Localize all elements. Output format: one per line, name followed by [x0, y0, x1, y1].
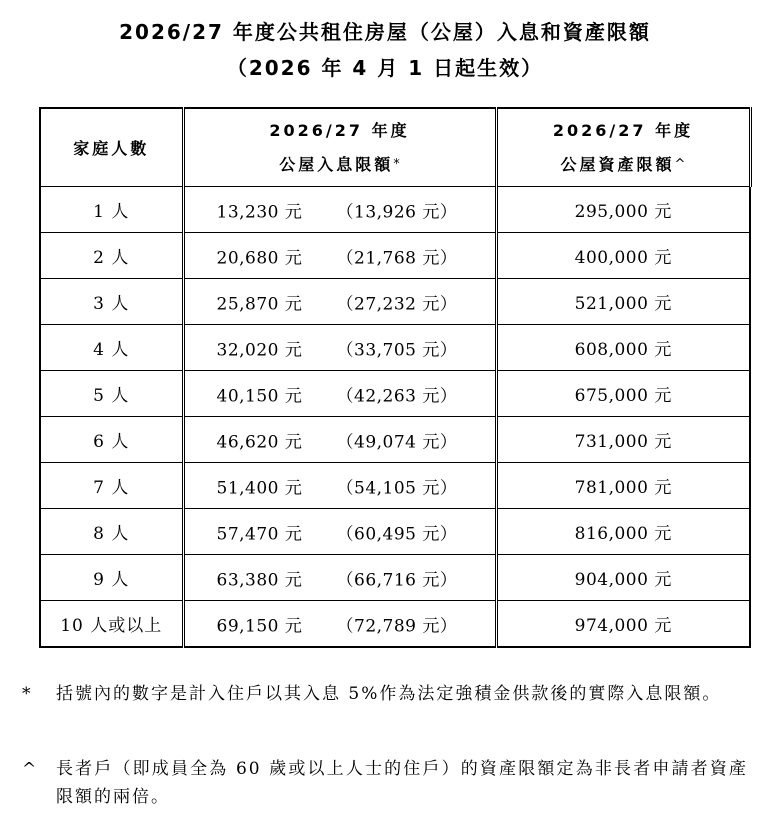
table-row [40, 325, 750, 371]
asset-limit-cell: 904,000 元 [496, 555, 750, 601]
household-size-cell: 7 人 [40, 463, 183, 509]
income-limit-cell [183, 417, 496, 463]
table-header-row [40, 108, 750, 187]
household-size-cell: 4 人 [40, 325, 183, 371]
header-income-label: 公屋入息限額 [279, 154, 394, 174]
income-limit-cell [183, 187, 496, 233]
table-row [40, 279, 750, 325]
income-limit-value: 69,150 元 [216, 616, 303, 636]
asset-limit-cell: 816,000 元 [496, 509, 750, 555]
income-limit-value: 25,870 元 [216, 294, 303, 314]
table-row [40, 601, 750, 648]
income-limit-value: 57,470 元 [216, 524, 303, 544]
table-row [40, 417, 750, 463]
income-limit-net-value: （21,768 元） [336, 248, 458, 268]
income-limit-cell [183, 325, 496, 371]
header-asset-limit [496, 108, 750, 187]
income-limit-net-value: （66,716 元） [336, 570, 458, 590]
footnote-income-text: 括號內的數字是計入住戶以其入息 5%作為法定強積金供款後的實際入息限額。 [56, 684, 722, 704]
income-limit-net-value: （42,263 元） [336, 386, 458, 406]
header-income-limit [183, 108, 496, 187]
asset-limit-cell: 675,000 元 [496, 371, 750, 417]
household-size-cell: 9 人 [40, 555, 183, 601]
asset-limit-cell: 974,000 元 [496, 601, 750, 648]
footnote-asterisk: * [22, 684, 31, 704]
asset-limit-cell: 521,000 元 [496, 279, 750, 325]
table-row [40, 555, 750, 601]
income-limit-net-value: （60,495 元） [336, 524, 458, 544]
table-row [40, 233, 750, 279]
income-limit-net-value: （33,705 元） [336, 340, 458, 360]
limits-table [39, 107, 752, 648]
household-size-cell: 6 人 [40, 417, 183, 463]
income-limit-net-value: （54,105 元） [336, 478, 458, 498]
income-limit-value: 13,230 元 [216, 202, 303, 222]
table-row [40, 187, 750, 233]
asset-limit-cell: 295,000 元 [496, 187, 750, 233]
income-limit-cell [183, 601, 496, 648]
household-size-cell: 2 人 [40, 233, 183, 279]
income-limit-cell [183, 233, 496, 279]
income-limit-cell [183, 279, 496, 325]
footnote-elderly-text: 長者戶（即成員全為 60 歲或以上人士的住戶）的資產限額定為非長者申請者資產限額的兩倍。 [56, 759, 748, 807]
header-asset-mark: ^ [674, 156, 686, 172]
income-limit-net-value: （27,232 元） [336, 294, 458, 314]
income-limit-value: 63,380 元 [216, 570, 303, 590]
income-limit-net-value: （72,789 元） [336, 616, 458, 636]
income-limit-value: 40,150 元 [216, 386, 303, 406]
asset-limit-cell: 731,000 元 [496, 417, 750, 463]
income-limit-net-value: （49,074 元） [336, 432, 458, 452]
income-limit-value: 51,400 元 [216, 478, 303, 498]
page-title: 2026/27 年度公共租住房屋（公屋）入息和資產限額 [119, 20, 651, 44]
household-size-cell: 3 人 [40, 279, 183, 325]
footnote-income [18, 680, 748, 708]
header-asset-year: 2026/27 年度 [552, 120, 694, 140]
footnote-caret: ^ [22, 759, 37, 779]
income-limit-cell [183, 371, 496, 417]
asset-limit-cell: 400,000 元 [496, 233, 750, 279]
income-limit-cell [183, 463, 496, 509]
income-limit-value: 20,680 元 [216, 248, 303, 268]
asset-limit-cell: 781,000 元 [496, 463, 750, 509]
table-row [40, 463, 750, 509]
header-income-year: 2026/27 年度 [269, 120, 410, 140]
household-size-cell: 8 人 [40, 509, 183, 555]
income-limit-cell [183, 509, 496, 555]
household-size-cell: 10 人或以上 [40, 601, 183, 648]
income-limit-net-value: （13,926 元） [336, 202, 458, 222]
header-household-size: 家庭人數 [40, 108, 183, 187]
page-subtitle: （2026 年 4 月 1 日起生效） [226, 56, 544, 80]
table-row [40, 371, 750, 417]
income-limit-cell [183, 555, 496, 601]
table-row [40, 509, 750, 555]
asset-limit-cell: 608,000 元 [496, 325, 750, 371]
footnote-elderly [18, 755, 748, 811]
header-asset-label: 公屋資產限額 [560, 154, 675, 174]
income-limit-value: 46,620 元 [216, 432, 303, 452]
header-income-mark: * [393, 156, 400, 172]
household-size-cell: 5 人 [40, 371, 183, 417]
income-limit-value: 32,020 元 [216, 340, 303, 360]
household-size-cell: 1 人 [40, 187, 183, 233]
